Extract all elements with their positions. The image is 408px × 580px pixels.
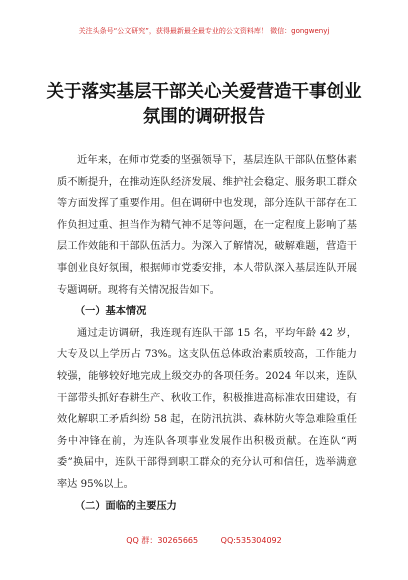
title-line-2: 氛围的调研报告 (142, 107, 266, 127)
footer-contact (0, 535, 408, 546)
section-heading-main-pressure: （二）面临的主要压力 (75, 499, 177, 512)
title-line-1: 关于落实基层干部关心关爱营造干事创业 (46, 82, 362, 102)
header-notice: 关注头条号“公文研究”，获得最新最全最专业的公文资料库！ 微信：gongwenyj (78, 27, 330, 35)
document-title (20, 80, 388, 130)
footer-qq-group: QQ 群：30265665 (126, 536, 199, 545)
footer-qq-number: QQ:535304092 (220, 536, 282, 545)
document-body (57, 150, 357, 517)
section-heading-basic-situation: （一）基本情况 (75, 305, 147, 318)
paragraph-basic-situation: 通过走访调研，我连现有连队干部 15 名，平均年龄 42 岁，大专及以上学历占 73%。这支队伍总体政治素质较高，工作能力较强，能够较好地完成上级交办的各项任务。2024 年以来，连队干部带头抓好春耕生产、秋收工作，积极推进高标准农田建设，有效化解职工矛盾纠纷 58 起，在防汛抗洪、森林防火等急难险重任务中冲锋在前，为连队各项事业发展作出积极贡献。在连队“两委”换届中，连队干部得到职工群众的充分认可和信任，选举满意率达 95%以上。 (57, 327, 357, 490)
paragraph-intro: 近年来，在师市党委的坚强领导下，基层连队干部队伍整体素质不断提升，在推动连队经济发展、维护社会稳定、服务职工群众等方面发挥了重要作用。但在调研中也发现，部分连队干部存在工作负担过重、担当作为精气神不足等问题，在一定程度上影响了基层工作效能和干部队伍活力。为深入了解情况，破解难题，营造干事创业良好氛围，根据师市党委安排，本人带队深入基层连队开展专题调研。现将有关情况报告如下。 (57, 155, 357, 296)
